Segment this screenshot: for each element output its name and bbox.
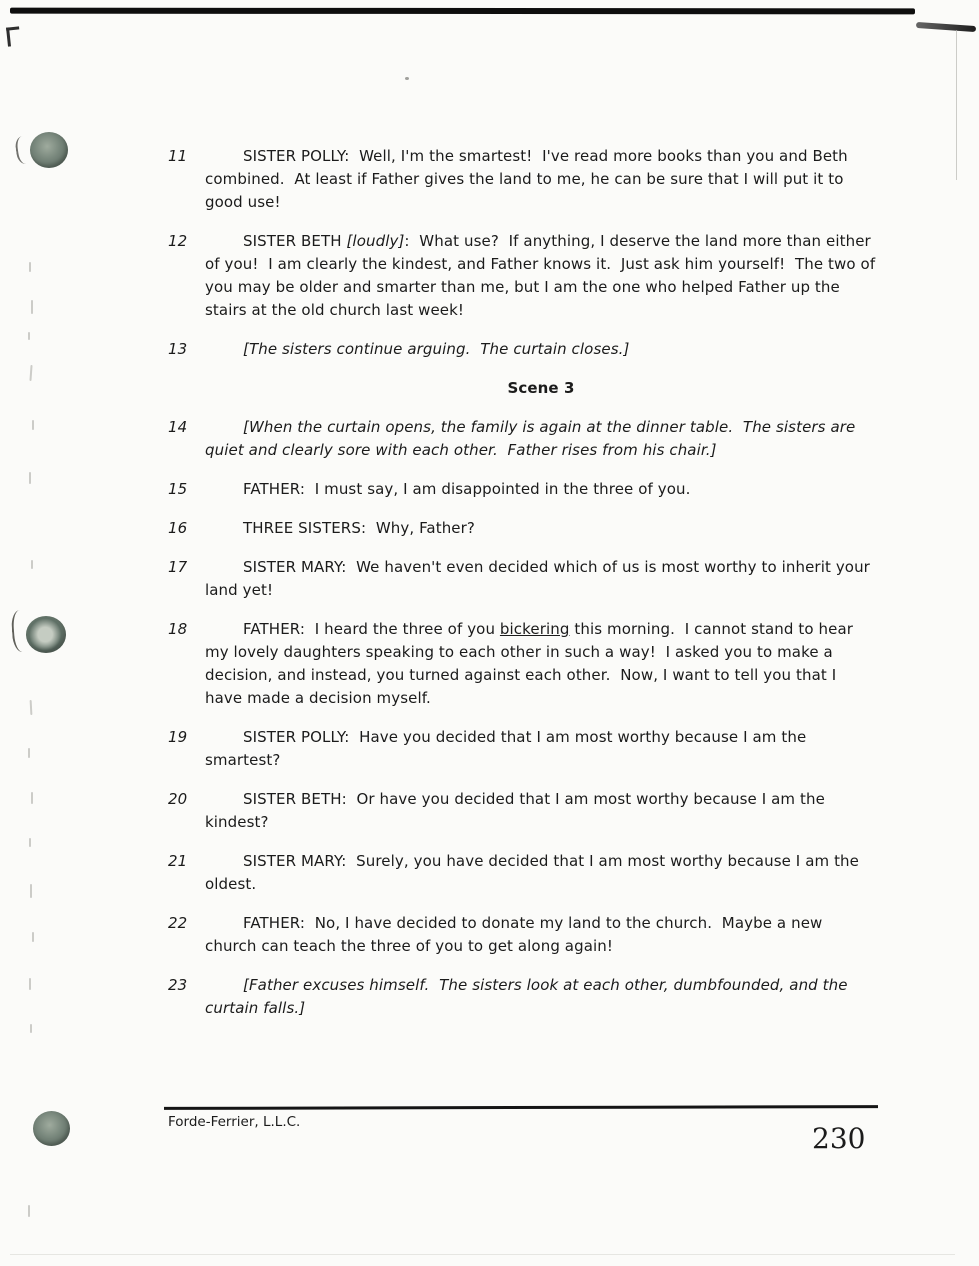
footer-rule (164, 1105, 878, 1110)
paragraph-text (205, 145, 877, 214)
script-paragraph (168, 974, 877, 1020)
page-number: 230 (812, 1122, 866, 1155)
paragraph-number: 17 (168, 558, 188, 576)
paragraph-number: 12 (168, 232, 188, 250)
text-segment: SISTER MARY: We haven't even decided which of us is most worthy to inherit your land yet! (205, 558, 870, 599)
text-segment: [loudly] (346, 232, 405, 250)
scan-artifact-page-edge (10, 1254, 955, 1255)
paragraph-number: 19 (168, 728, 188, 746)
script-paragraph (168, 618, 877, 710)
scan-artifact-page-edge (956, 30, 957, 180)
scan-noise (29, 262, 31, 272)
script-paragraph (168, 145, 877, 214)
text-segment: [When the curtain opens, the family is again at the dinner table. The sisters are quiet and clearly sore with each other. Father rises from his chair.] (205, 418, 856, 459)
scan-artifact-top-bar (10, 8, 915, 15)
paragraph-number: 20 (168, 790, 188, 808)
text-segment: [The sisters continue arguing. The curtain closes.] (243, 340, 630, 358)
scan-noise (28, 1205, 30, 1217)
paragraph-text (205, 974, 877, 1020)
paragraph-text (205, 230, 877, 322)
paragraph-number: 15 (168, 480, 188, 498)
text-segment: SISTER POLLY: Have you decided that I am most worthy because I am the smartest? (205, 728, 807, 769)
scan-noise (31, 300, 33, 314)
scan-noise (29, 472, 31, 484)
paragraph-text (205, 618, 877, 710)
scan-noise (31, 792, 33, 804)
text-segment: THREE SISTERS: Why, Father? (243, 519, 475, 537)
pen-mark (11, 609, 32, 652)
paragraph-number: 13 (168, 340, 188, 358)
scan-noise (32, 932, 34, 942)
scan-noise (28, 332, 30, 340)
script-paragraph (168, 478, 877, 501)
hole-punch-mark (33, 1111, 70, 1146)
hole-punch-mark (26, 616, 66, 653)
text-segment: : What use? If anything, I deserve the land more than either of you! I am clearly the kindest, and Father knows it. Just ask him yourself! The two of you may be older and smarter than me, but I am the one who helped Father up the stairs at the old church last week! (205, 232, 876, 319)
text-segment: FATHER: No, I have decided to donate my land to the church. Maybe a new church can teach the three of you to get along again! (205, 914, 823, 955)
paragraph-number: 16 (168, 519, 188, 537)
paragraph-text (205, 912, 877, 958)
script-paragraph (168, 912, 877, 958)
scan-noise (32, 420, 34, 430)
text-segment: [Father excuses himself. The sisters look at each other, dumbfounded, and the curtain falls.] (205, 976, 848, 1017)
pen-mark (14, 135, 34, 165)
script-paragraph (168, 230, 877, 322)
text-segment: FATHER: I heard the three of you (243, 620, 500, 638)
script-paragraph (168, 850, 877, 896)
scan-noise (30, 884, 32, 898)
text-segment: FATHER: I must say, I am disappointed in the three of you. (243, 480, 691, 498)
scan-artifact-corner-mark (6, 26, 21, 46)
scan-noise (31, 560, 33, 569)
paragraph-number: 22 (168, 914, 188, 932)
scan-noise (29, 365, 32, 381)
paragraph-number: 11 (168, 147, 188, 165)
text-segment: SISTER BETH (243, 232, 347, 250)
paragraph-text (205, 556, 877, 602)
scan-noise (30, 700, 33, 715)
paragraph-number: 14 (168, 418, 188, 436)
paragraph-number: 23 (168, 976, 188, 994)
footer-publisher: Forde-Ferrier, L.L.C. (168, 1114, 301, 1130)
paragraph-text (205, 726, 877, 772)
scan-artifact-dot (405, 77, 409, 80)
text-segment: bickering (499, 620, 570, 638)
text-segment: SISTER MARY: Surely, you have decided that I am most worthy because I am the oldest. (205, 852, 859, 893)
paragraph-text (205, 850, 877, 896)
scan-noise (28, 748, 30, 758)
paragraph-text (205, 338, 877, 361)
scene-heading: Scene 3 (507, 379, 575, 397)
script-paragraph (168, 788, 877, 834)
script-paragraph (168, 517, 877, 540)
script-paragraph (168, 338, 877, 361)
paragraph-text (205, 416, 877, 462)
text-segment: SISTER POLLY: Well, I'm the smartest! I've read more books than you and Beth combined. At least if Father gives the land to me, he can be sure that I will put it to good use! (205, 147, 848, 211)
hole-punch-mark (30, 132, 68, 168)
text-segment: this morning. I cannot stand to hear my lovely daughters speaking to each other in such a way! I asked you to make a decision, and instead, you turned against each other. Now, I want to tell you that I have made a decision myself. (205, 620, 853, 707)
paragraph-number: 18 (168, 620, 188, 638)
paragraph-number: 21 (168, 852, 188, 870)
script-paragraph (168, 726, 877, 772)
script-paragraph (168, 556, 877, 602)
paragraph-text (205, 478, 877, 501)
scan-noise (29, 978, 31, 990)
scan-noise (30, 1024, 32, 1033)
script-paragraph (168, 416, 877, 462)
text-segment: SISTER BETH: Or have you decided that I am most worthy because I am the kindest? (205, 790, 825, 831)
script-body (168, 145, 877, 1036)
scan-noise (29, 838, 31, 847)
scan-artifact-top-right-mark (916, 22, 976, 32)
paragraph-text (205, 517, 877, 540)
paragraph-text (205, 788, 877, 834)
